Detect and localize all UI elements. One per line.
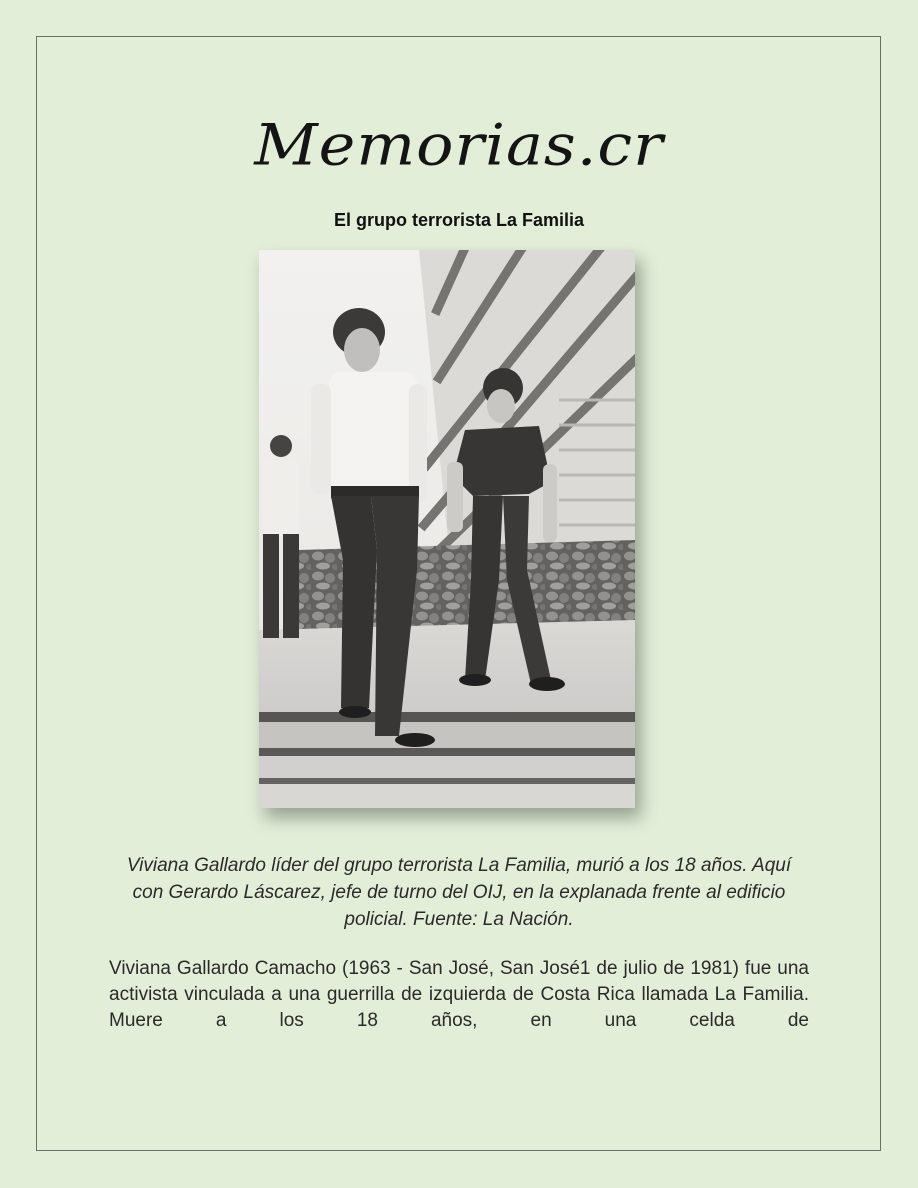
- photo-icon: [259, 250, 635, 808]
- body-paragraph: Viviana Gallardo Camacho (1963 - San José, San José1 de julio de 1981) fue una activista vinculada a una guerrilla de izquierda de Costa Rica llamada La Familia. Muere a los 18 años, en una celda de: [109, 958, 809, 1031]
- historical-photo: [259, 250, 635, 808]
- page-title: El grupo terrorista La Familia: [333, 210, 585, 230]
- photo-caption: Viviana Gallardo líder del grupo terrorista La Familia, murió a los 18 años. Aquí con Gerardo Láscarez, jefe de turno del OIJ, en la explanada frente al edificio policial. Fuente: La Nación.: [126, 855, 792, 930]
- site-logo: Memorias.cr: [254, 110, 664, 179]
